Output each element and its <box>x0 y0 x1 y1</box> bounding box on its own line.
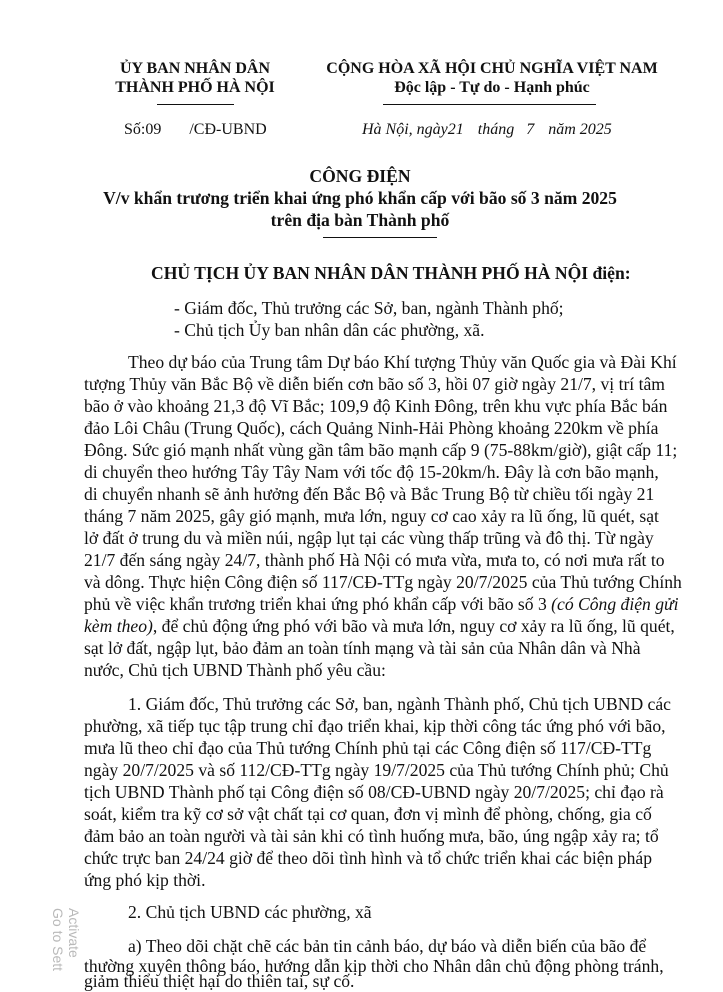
para1-line: di chuyển nhanh sẽ ảnh hưởng đến Bắc Bộ và Bắc Trung Bộ từ chiều tối ngày 21 <box>84 484 655 504</box>
item1-line: chức trực ban 24/24 giờ để theo dõi tình hình và tổ chức triển khai các biện pháp <box>84 848 652 868</box>
item1-line: ngày 20/7/2025 và số 112/CĐ-TTg ngày 19/7/2025 của Thủ tướng Chính phủ; Chủ <box>84 760 669 780</box>
motto-underline <box>383 104 596 105</box>
watermark-line2: Go to Sett <box>50 908 66 972</box>
date-month: 7 <box>526 121 535 138</box>
issuing-org-line1: ỦY BAN NHÂN DÂN <box>119 60 271 77</box>
recipient-2: - Chủ tịch Ủy ban nhân dân các phường, xã. <box>174 320 485 340</box>
subject-line1: V/v khẩn trương triển khai ứng phó khẩn cấp với bão số 3 năm 2025 <box>103 188 617 208</box>
watermark-line1: Activate <box>66 908 82 958</box>
number-label: Số: <box>124 121 146 138</box>
para1-line <box>84 593 679 615</box>
document-date <box>362 120 612 140</box>
national-title <box>300 59 684 97</box>
subject-line2: trên địa bàn Thành phố <box>270 210 450 230</box>
para1-line-text: phủ về việc khẩn trương triển khai ứng phó khẩn cấp với bão số 3 <box>84 594 552 614</box>
para1-line <box>84 615 675 637</box>
national-title-line1: CỘNG HÒA XÃ HỘI CHỦ NGHĨA VIỆT NAM <box>326 60 658 77</box>
number-suffix: /CĐ-UBND <box>189 121 267 138</box>
attachment-note-end: kèm theo) <box>84 616 153 636</box>
sender-line: CHỦ TỊCH ỦY BAN NHÂN DÂN THÀNH PHỐ HÀ NỘI điện: <box>151 263 631 283</box>
para1-line: di chuyển theo hướng Tây Tây Nam với tốc độ 15-20km/h. Đây là cơn bão mạnh, <box>84 462 659 482</box>
title-underline <box>323 237 437 238</box>
document-type-title: CÔNG ĐIỆN <box>309 166 411 186</box>
item2a-line: a) Theo dõi chặt chẽ các bản tin cảnh báo, dự báo và diễn biến của bão để <box>128 936 647 956</box>
para1-line: bão ở vào khoảng 21,3 độ Vĩ Bắc; 109,9 độ Kinh Đông, trên khu vực phía Bắc bán <box>84 396 668 416</box>
para1-line: lở đất ở trung du và miền núi, ngập lụt tại các vùng thấp trũng và đô thị. Từ ngày <box>84 528 654 548</box>
item2-heading: 2. Chủ tịch UBND các phường, xã <box>128 902 372 922</box>
attachment-note: (có Công điện gửi <box>551 594 679 614</box>
document-subject <box>60 187 660 231</box>
item1-line: 1. Giám đốc, Thủ trưởng các Sở, ban, ngành Thành phố, Chủ tịch UBND các <box>128 694 671 714</box>
national-motto: Độc lập - Tự do - Hạnh phúc <box>394 79 590 96</box>
item1-line: mưa lũ theo chỉ đạo của Thủ tướng Chính phủ tại các Công điện số 117/CĐ-TTg <box>84 738 652 758</box>
recipient-1: - Giám đốc, Thủ trưởng các Sở, ban, ngành Thành phố; <box>174 298 564 318</box>
para1-line: và dông. Thực hiện Công điện số 117/CĐ-TTg ngày 20/7/2025 của Thủ tướng Chính <box>84 572 682 592</box>
para1-line: Theo dự báo của Trung tâm Dự báo Khí tượng Thủy văn Quốc gia và Đài Khí <box>128 352 677 372</box>
date-day: 21 <box>447 121 464 138</box>
para1-line-text: , để chủ động ứng phó với bão và mưa lớn, nguy cơ xảy ra lũ ống, lũ quét, <box>152 616 675 636</box>
issuing-org <box>80 59 310 97</box>
para1-line: tượng Thủy văn Bắc Bộ về diễn biến cơn bão số 3, hồi 07 giờ ngày 21/7, vị trí tâm <box>84 374 665 394</box>
item1-line: ứng phó kịp thời. <box>84 870 206 890</box>
item1-line: đảm bảo an toàn người và tài sản khi có tình huống mưa, bão, úng ngập xảy ra; tổ <box>84 826 659 846</box>
date-place: Hà Nội, ngày <box>362 121 448 138</box>
date-year: năm 2025 <box>548 121 612 138</box>
para1-line: đảo Lôi Châu (Trung Quốc), cách Quảng Ninh-Hải Phòng khoảng 220km về phía <box>84 418 659 438</box>
para1-line: nước, Chủ tịch UBND Thành phố yêu cầu: <box>84 660 386 680</box>
activation-watermark <box>44 908 82 978</box>
item2a-line: giảm thiểu thiệt hại do thiên tai, sự cố. <box>84 971 355 991</box>
org-underline <box>157 104 234 105</box>
issuing-org-line2: THÀNH PHỐ HÀ NỘI <box>115 79 275 96</box>
item1-line: phường, xã tiếp tục tập trung chỉ đạo triển khai, kịp thời công tác ứng phó với bão, <box>84 716 666 736</box>
para1-line: tháng 7 năm 2025, gây gió mạnh, mưa lớn, nguy cơ cao xảy ra lũ ống, lũ quét, sạt <box>84 506 659 526</box>
para1-line: sạt lở đất, ngập lụt, bảo đảm an toàn tính mạng và tài sản của Nhân dân và Nhà <box>84 638 641 658</box>
item1-line: soát, kiểm tra kỹ cơ sở vật chất tại cơ quan, đơn vị mình để phòng, chống, gia cố <box>84 804 652 824</box>
document-number <box>124 120 267 140</box>
number-value: 09 <box>145 121 162 138</box>
item2a-line: thường xuyên thông báo, hướng dẫn kịp thời cho Nhân dân chủ động phòng tránh, <box>84 956 664 976</box>
item1-line: tịch UBND Thành phố tại Công điện số 08/CĐ-UBND ngày 20/7/2025; chỉ đạo rà <box>84 782 664 802</box>
para1-line: 21/7 đến sáng ngày 24/7, thành phố Hà Nội có mưa vừa, mưa to, có nơi mưa rất to <box>84 550 665 570</box>
para1-line: Đông. Sức gió mạnh nhất vùng gần tâm bão mạnh cấp 9 (75-88km/giờ), giật cấp 11; <box>84 440 678 460</box>
date-month-label: tháng <box>477 121 515 138</box>
